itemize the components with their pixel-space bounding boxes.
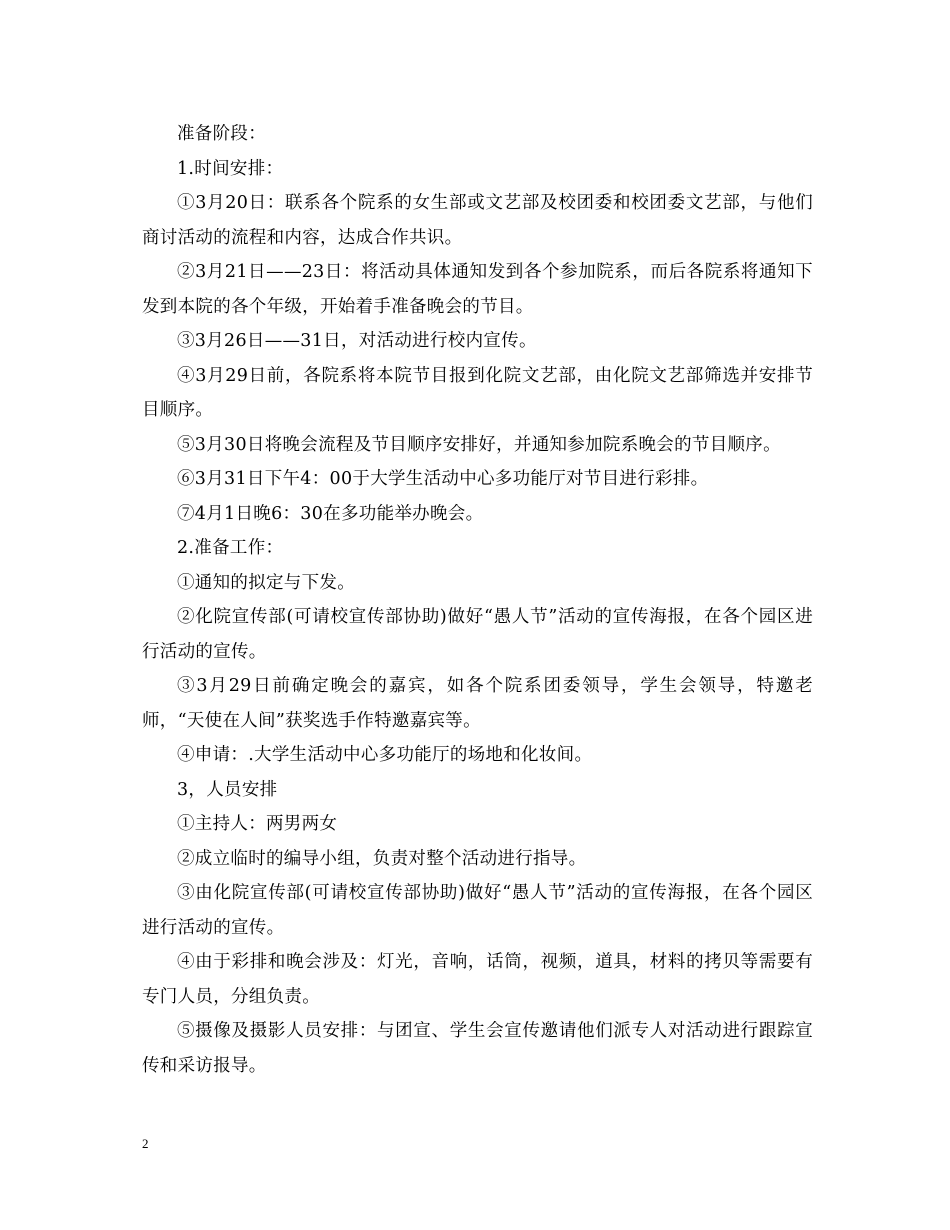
subheading-preparation-work: 2.准备工作： xyxy=(177,538,284,558)
staff-item-3: ③由化院宣传部(可请校宣传部协助)做好“愚人节”活动的宣传海报，在各个园区进行活动的宣传。 xyxy=(142,883,813,938)
staff-item-4: ④由于彩排和晚会涉及：灯光，音响，话筒，视频，道具，材料的拷贝等需要有专门人员，分组负责。 xyxy=(142,952,813,1007)
schedule-item-5: ⑤3月30日将晚会流程及节目顺序安排好，并通知参加院系晚会的节目顺序。 xyxy=(177,434,781,455)
schedule-item-4: ④3月29日前，各院系将本院节目报到化院文艺部，由化院文艺部筛选并安排节目顺序。 xyxy=(142,365,813,420)
subheading-staffing: 3，人员安排 xyxy=(177,779,278,800)
section-heading-preparation: 准备阶段： xyxy=(177,124,266,144)
staff-item-2: ②成立临时的编导小组，负责对整个活动进行指导。 xyxy=(177,848,587,869)
schedule-item-3: ③3月26日——31日，对活动进行校内宣传。 xyxy=(177,331,537,351)
document-body xyxy=(142,117,813,1083)
schedule-item-7: ⑦4月1日晚6：30在多功能举办晚会。 xyxy=(177,503,484,524)
schedule-item-6: ⑥3月31日下午4：00于大学生活动中心多功能厅对节目进行彩排。 xyxy=(177,469,709,489)
staff-item-1: ①主持人：两男两女 xyxy=(177,814,338,834)
page-number: 2 xyxy=(142,1136,149,1151)
prep-item-1: ①通知的拟定与下发。 xyxy=(177,572,355,593)
staff-item-5: ⑤摄像及摄影人员安排：与团宣、学生会宣传邀请他们派专人对活动进行跟踪宣传和采访报导。 xyxy=(142,1021,813,1076)
schedule-item-1: ①3月20日：联系各个院系的女生部或文艺部及校团委和校团委文艺部，与他们商讨活动的流程和内容，达成合作共识。 xyxy=(142,193,813,248)
prep-item-2: ②化院宣传部(可请校宣传部协助)做好“愚人节”活动的宣传海报，在各个园区进行活动的宣传。 xyxy=(142,607,813,662)
prep-item-3: ③3月29日前确定晚会的嘉宾，如各个院系团委领导，学生会领导，特邀老师，“天使在人间”获奖选手作特邀嘉宾等。 xyxy=(142,676,813,731)
schedule-item-2: ②3月21日——23日：将活动具体通知发到各个参加院系，而后各院系将通知下发到本院的各个年级，开始着手准备晚会的节目。 xyxy=(142,262,813,317)
subheading-time-schedule: 1.时间安排： xyxy=(177,158,284,179)
prep-item-4: ④申请：.大学生活动中心多功能厅的场地和化妆间。 xyxy=(177,745,593,765)
